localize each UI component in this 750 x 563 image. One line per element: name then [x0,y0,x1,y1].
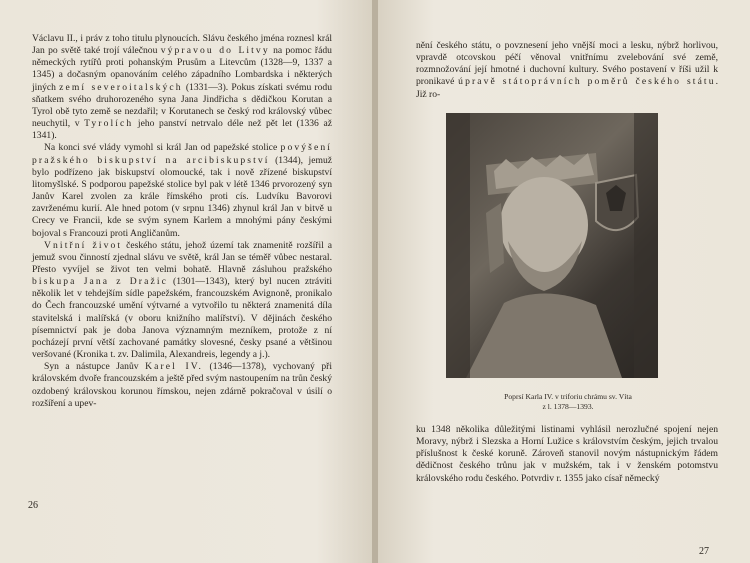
text-run: (1344), jemuž bylo podřízeno jak biskupství olomoucké, tak i nově zřízené biskupství litomyšlské. S podporou papežské stolice byl pak v létě 1346 prvorozený syn Janův Karel zvolen za krále římského proti cís. Ludvíku Bavorovi zavrženému kurií. Ale hned potom (v srpnu 1346) zhynul král Jan v bitvě u Crecy ve Francii, kde se svým synem Karlem a mnohými pány českými bojoval s Francouzi proti Angličanům. [32,154,333,239]
caption-line: Poprsí Karla IV. v triforiu chrámu sv. Víta [504,392,632,401]
spaced-text: výpravou do Litvy [160,45,270,57]
paragraph [32,240,332,362]
paragraph [32,142,332,239]
page-number: 27 [699,546,709,557]
left-page [0,0,372,563]
spaced-text: úpravě státoprávních poměrů českého státu [458,76,716,88]
text-run: nění českého státu, o povznesení jeho vnější moci a lesku, nýbrž horlivou, vpravdě otcovskou péčí věnoval vnitřnímu zvelebování své země, rozmnožování její hmotné i duchovní kultury. Svého postavení v říši užil k pronikavé [416,40,718,88]
text-run: (1331—3). Pokus získati svému rodu sňatkem svého druhorozeného syna Jana Jindřicha s dědičkou Korutan a Tyrol obě tyto země se nezdařil; v Korutanech se český rod královský vůbec neuchytil, v [32,81,333,130]
bust-illustration [446,113,658,378]
paragraph [416,424,718,485]
spaced-text: povýšení pražského biskupství na arcibiskupství [32,142,332,166]
spaced-text: Tyrolích [84,118,134,130]
right-page-text-bottom [416,424,718,485]
photo-caption [418,392,718,411]
caption-line: z l. 1378—1393. [542,401,594,411]
page-number: 26 [28,500,38,511]
spaced-text: Vnitřní život [44,239,123,251]
text-run: ku 1348 několika důležitými listinami vyhlásil nerozlučné spojení nejen Moravy, nýbrž i Slezska a Horní Lužice s královstvím českým, jejich trvalou příslušnost k české koruně. Zároveň stanovil novým nástupnickým řádem dědičnost českého trůnu jak v mužském, tak i v ženském potomstvu královského rodu českého. Potvrdiv r. 1355 jako císař německý [416,424,718,484]
text-run: na pomoc řádu německých rytířů proti pohanským Prusům a Litevcům (1328—9, 1337 a 1345) a dočasným opanováním celého západního Lombardska i některých jiných [32,45,332,93]
right-page-text-top [416,40,718,101]
paragraph [32,361,332,410]
left-page-text [32,33,332,410]
spaced-text: zemí severoitalských [59,81,183,93]
spaced-text: Karel IV. [145,361,204,373]
text-run: Syn a nástupce Janův [44,361,146,373]
spaced-text: biskupa Jana z Dražic [32,276,168,288]
paragraph [32,33,332,142]
paragraph [416,40,718,101]
text-run: českého státu, jehož území tak znamenitě rozšířil a jemuž svou činností zjednal slávu ve světě, král Jan se téměř vůbec nestaral. Přesto vyvíjel se život ten velmi bohatě. Hlavně zásluhou pražského [32,239,332,275]
text-run: . Již ro- [416,76,718,100]
right-page [378,0,750,563]
text-run: Na konci své vlády vymohl si král Jan od papežské stolice [44,142,281,154]
text-run: jeho panství netrvalo déle než pět let (1336 až 1341). [32,118,332,142]
text-run: (1346—1378), vychovaný při královském dvoře francouzském a ještě před svým nastoupením na trůn český ozdobený královskou korunou římskou, nejen zdárně pokračoval v úsilí o rozšíření a upev- [32,361,332,409]
bust-photograph [446,113,658,378]
text-run: (1301—1343), který byl nucen ztráviti několik let v tehdejším sídle papežském, francouzském Avignoně, pronikalo do Čech francouzské umění výtvarné a vytvořilo tu některá znamenitá díla stavitelská i malířská (v oboru knižního malířství). V dějinách českého písemnictví pak je doba Janova významným mezníkem, protože z ní pocházejí první větší zachované památky slovesné, česky psané a většinou veršované (Kronika t. zv. Dalimila, Alexandreis, legendy a j.). [32,276,332,361]
text-run: Václavu II., i práv z toho titulu plynoucích. Slávu českého jména roznesl král Jan po světě také trojí válečnou [32,33,332,57]
